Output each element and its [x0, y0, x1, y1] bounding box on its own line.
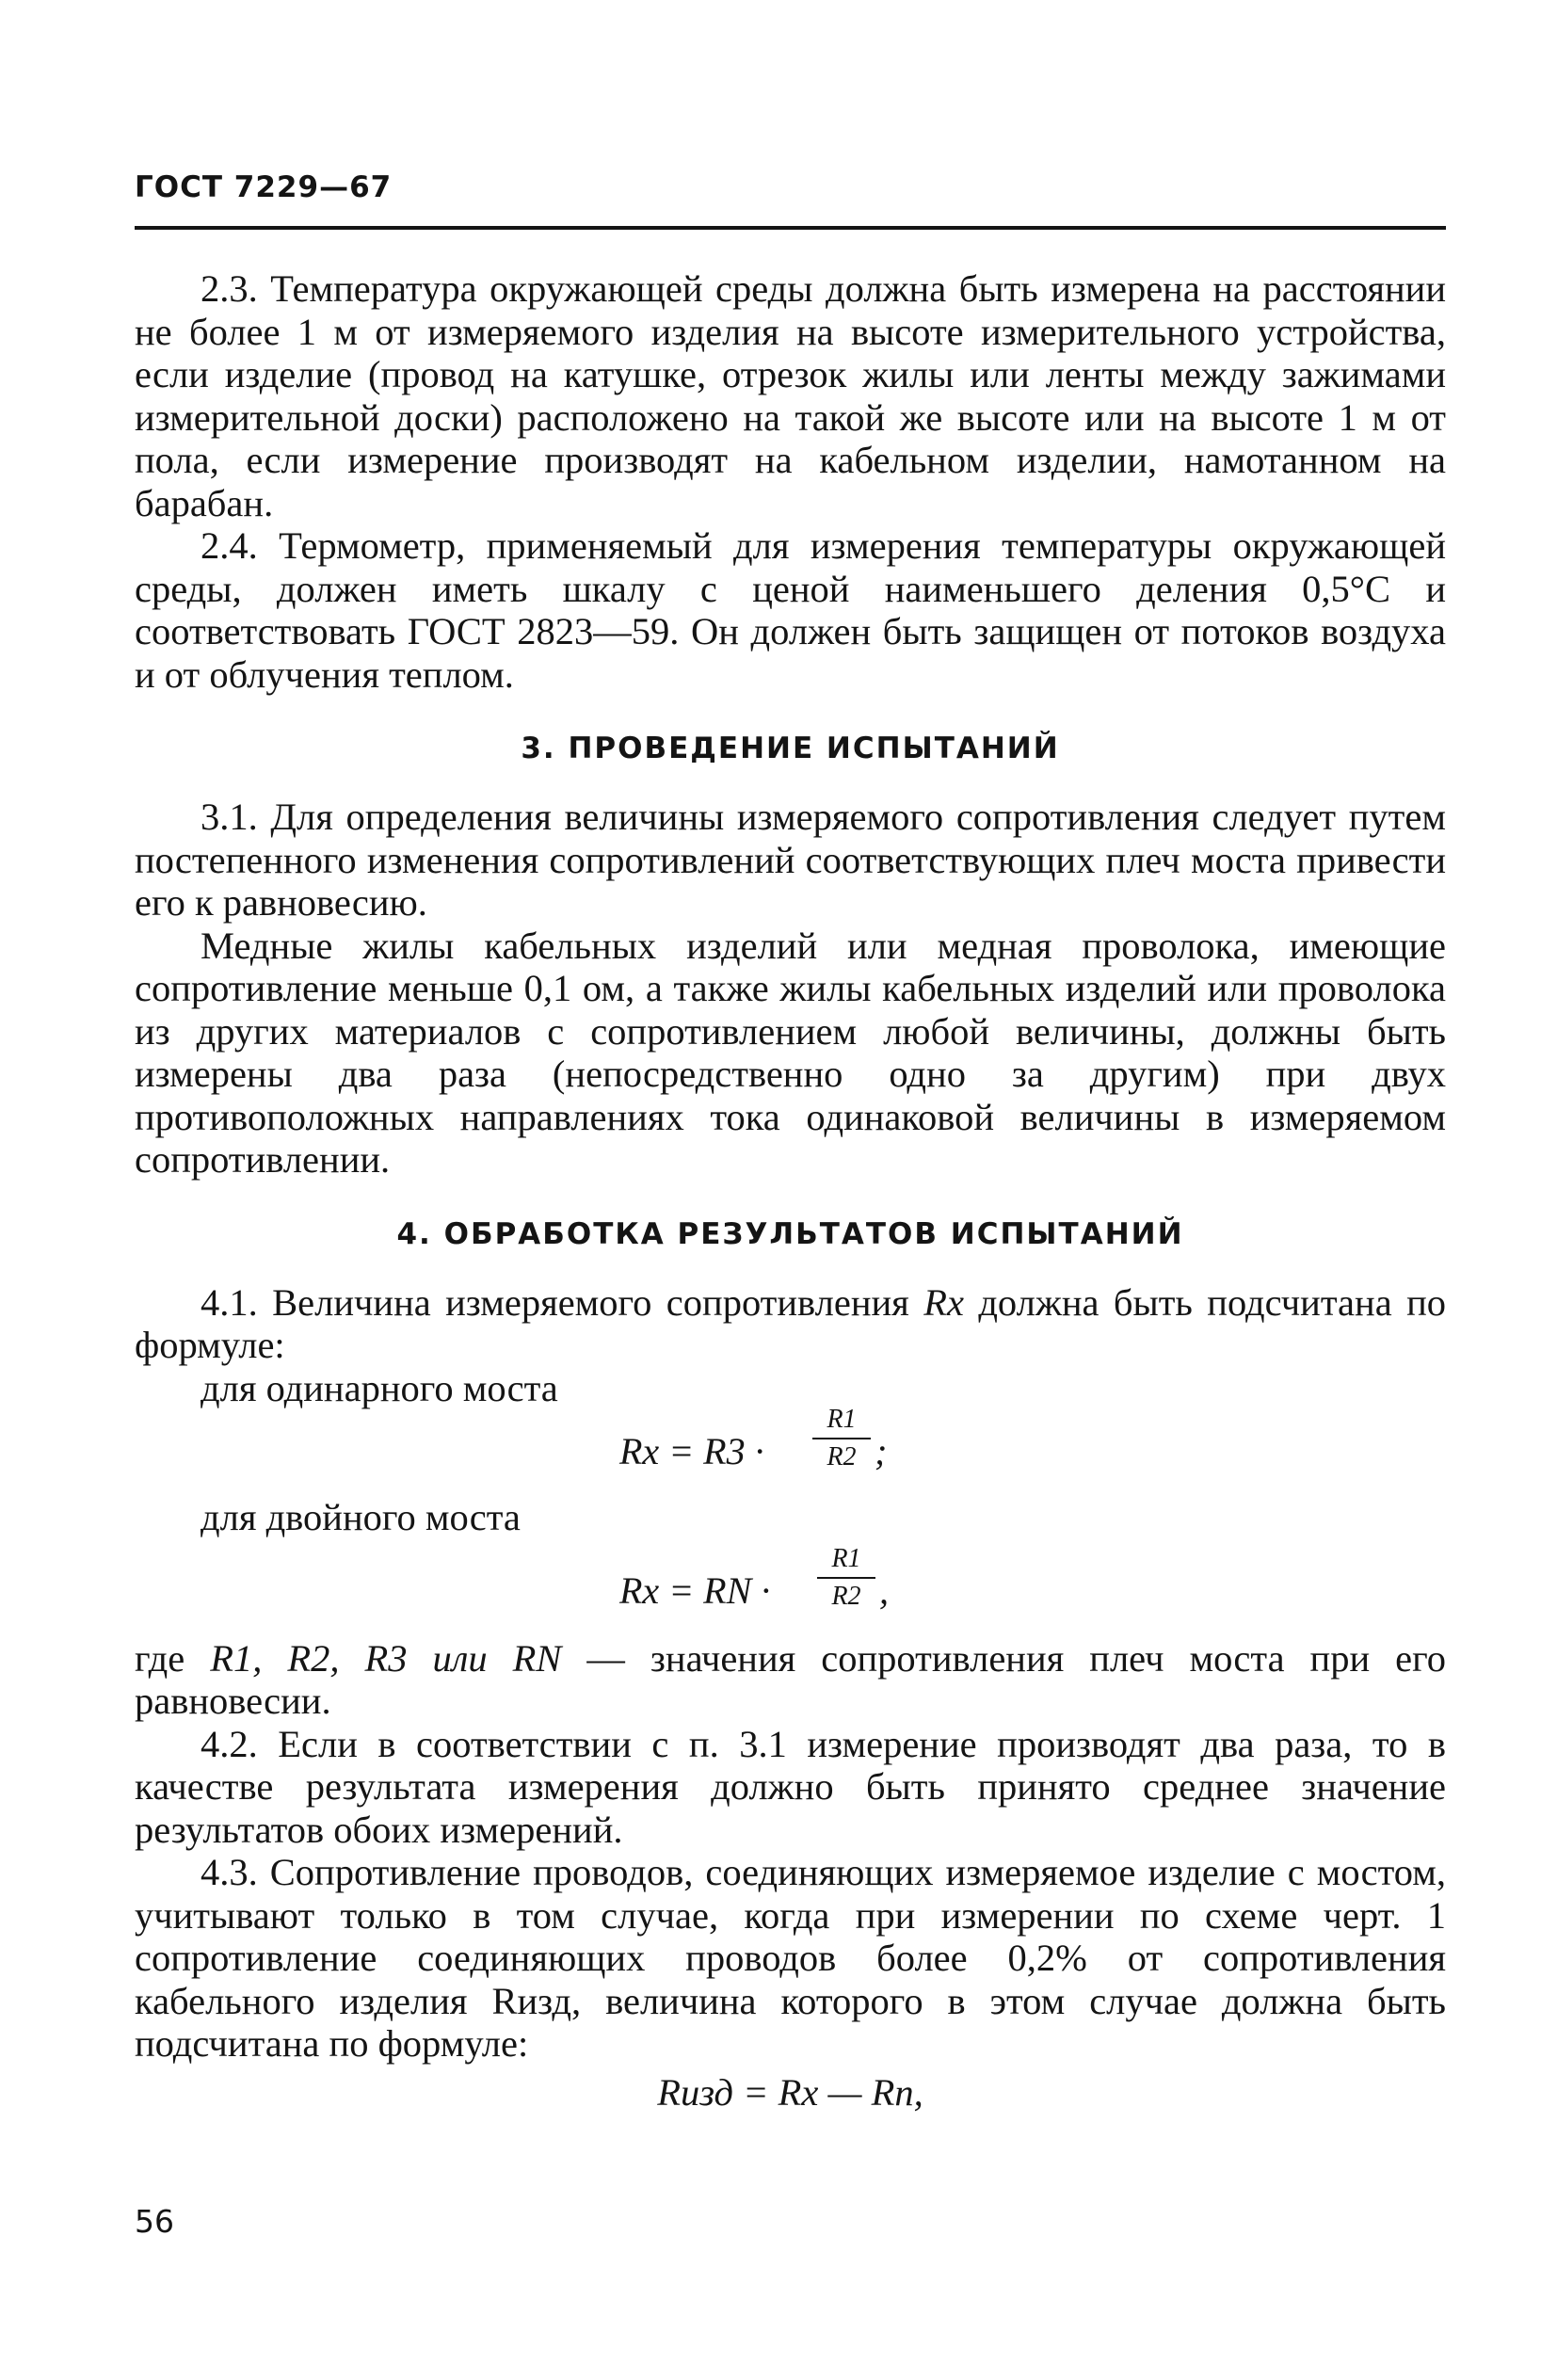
header-rule [135, 226, 1446, 230]
formula-double-bridge [135, 1539, 1446, 1637]
single-bridge-label: для одинарного моста [201, 1366, 558, 1409]
where-clause [135, 1637, 1446, 1723]
paragraph-4-1-text-b: должна быть подсчитана по формуле: [135, 1280, 1446, 1366]
formula-2-bar [817, 1577, 875, 1579]
formula-1-tail: ; [875, 1430, 888, 1472]
document-body [135, 267, 1446, 2114]
paragraph-4-1-text-a: 4.1. Величина измеряемого сопротивления [201, 1280, 909, 1324]
paragraph-4-3: 4.3. Сопротивление проводов, соединяющих измеряемое изделие с мостом, учитывают только в том случае, когда при измерении по схеме черт. 1 сопротивление соединяющих проводов более 0,2% от сопротивления кабельного изделия Rизд, величина которого в этом случае должна быть подсчитана по формуле: [135, 1851, 1446, 2065]
where-symbols: R1, R2, R3 или RN [210, 1636, 562, 1680]
formula-2-numerator: R1 [831, 1543, 861, 1573]
formula-1-bar [812, 1438, 871, 1439]
formula-1-denominator: R2 [827, 1442, 857, 1471]
where-text: — значения сопротивления плеч моста при его равновесии. [135, 1636, 1446, 1722]
formula-2-denominator: R2 [831, 1581, 861, 1611]
section-4-heading: 4. ОБРАБОТКА РЕЗУЛЬТАТОВ ИСПЫТАНИЙ [396, 1216, 1184, 1251]
paragraph-3-1: 3.1. Для определения величины измеряемого сопротивления следует путем постепенного изменения сопротивлений соответствующих плеч моста привести его к равновесию. [135, 796, 1446, 924]
page-number: 56 [135, 2203, 174, 2240]
formula-2-fraction [817, 1543, 875, 1613]
symbol-rx: Rx [923, 1280, 964, 1324]
paragraph-2-4: 2.4. Термометр, применяемый для измерения температуры окружающей среды, должен иметь шкалу с ценой наименьшего деления 0,5°С и соответствовать ГОСТ 2823—59. Он должен быть защищен от потоков воздуха и от облучения теплом. [135, 524, 1446, 696]
formula-1-lhs: Rx = R3 · [619, 1430, 764, 1472]
formula-1-fraction [812, 1404, 871, 1473]
section-3-heading: 3. ПРОВЕДЕНИЕ ИСПЫТАНИЙ [521, 732, 1060, 765]
double-bridge-label: для двойного моста [201, 1496, 521, 1538]
paragraph-2-3: 2.3. Температура окружающей среды должна быть измерена на расстоянии не более 1 м от измеряемого изделия на высоте измерительного устройства, если изделие (провод на катушке, отрезок жилы или ленты между зажимами измерительной доски) расположено на такой же высоте или на высоте 1 м от пола, если измерение производят на кабельном изделии, намотанном на барабан. [135, 267, 1446, 524]
formula-2-lhs: Rx = RN · [619, 1568, 771, 1612]
page-header: ГОСТ 7229—67 [135, 170, 393, 204]
formula-2-tail: , [879, 1568, 889, 1612]
formula-1-numerator: R1 [827, 1405, 857, 1434]
formula-single-bridge [135, 1405, 1446, 1496]
where-prefix: где [135, 1636, 185, 1680]
paragraph-3-1-continued: Медные жилы кабельных изделий или медная проволока, имеющие сопротивление меньше 0,1 ом, а также жилы кабельных изделий или проволока из других материалов с сопротивлением любой величины, должны быть измерены два раза (непосредственно одно за другим) при двух противоположных направлениях тока одинаковой величины в измеряемом сопротивлении. [135, 924, 1446, 1181]
paragraph-4-1 [135, 1281, 1446, 1367]
formula-conductor-resistance: Rизд = Rx — Rп, [657, 2070, 923, 2114]
paragraph-4-2: 4.2. Если в соответствии с п. 3.1 измерение производят два раза, то в качестве результата измерения должно быть принято среднее значение результатов обоих измерений. [135, 1722, 1446, 1851]
